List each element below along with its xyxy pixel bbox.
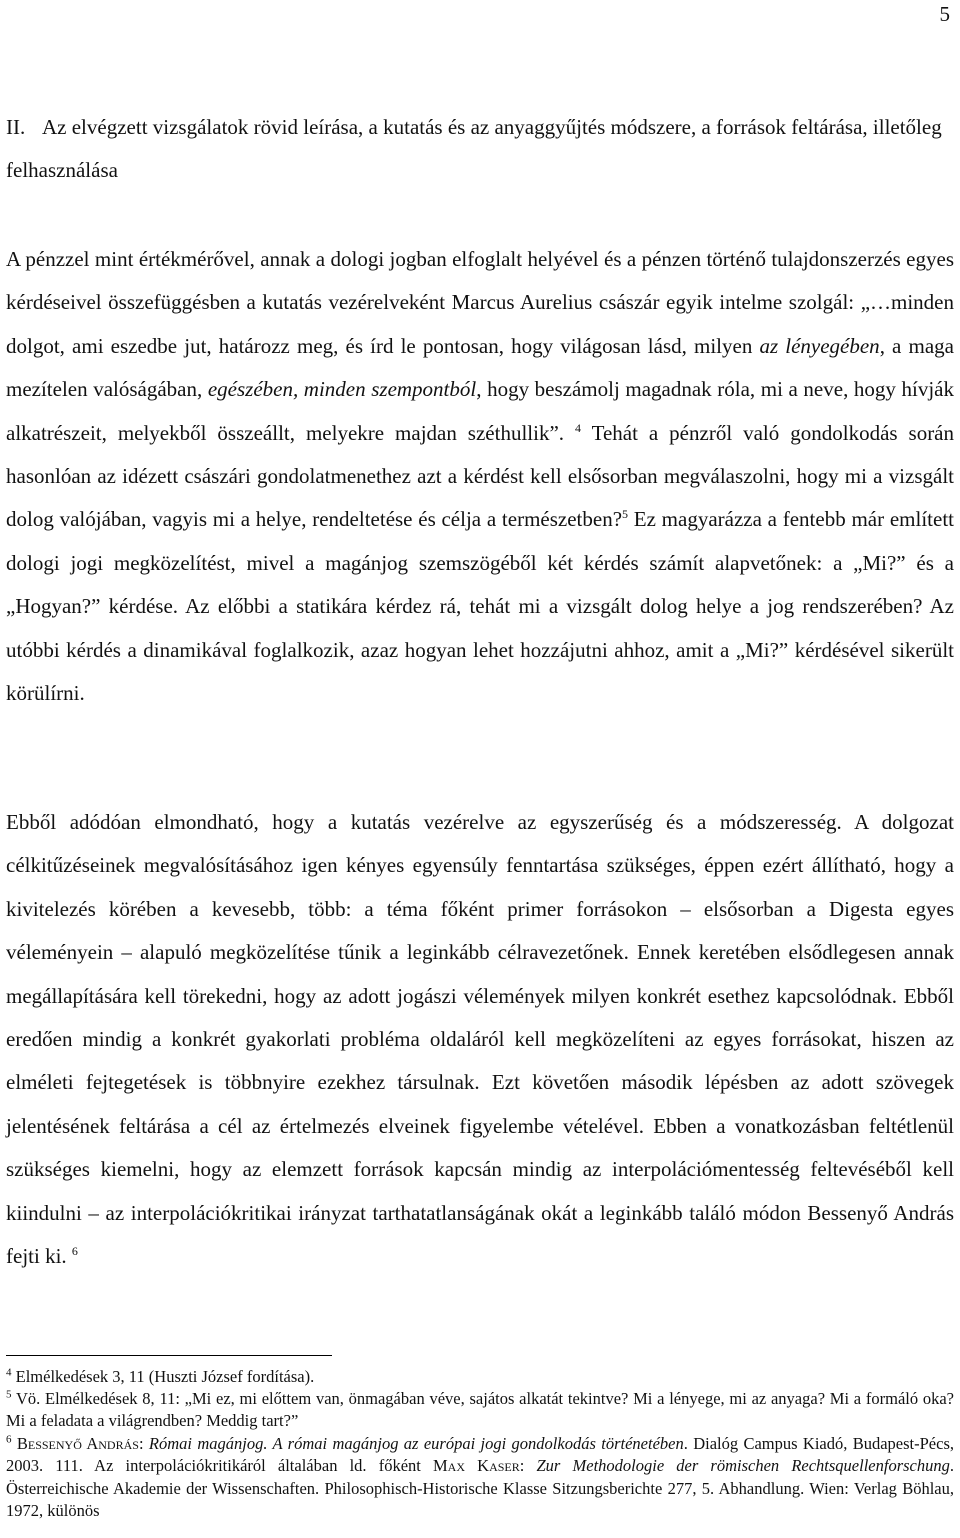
footnote-author: Max Kaser (433, 1456, 520, 1476)
footnote-ref-6: 6 (71, 1244, 78, 1259)
footnote-book-title: Római magánjog. A római magánjog az európai jogi gondolkodás történetében (148, 1434, 684, 1453)
section-title: Az elvégzett vizsgálatok rövid leírása, a kutatás és az anyaggyűjtés módszere, a források feltárása, illetőleg felhasználása (6, 115, 942, 182)
paragraph-1 (6, 238, 954, 715)
footnote-4 (6, 1366, 954, 1388)
italic-run: egészében, minden szempontból (207, 377, 477, 402)
footnote-5 (6, 1388, 954, 1433)
footnote-separator (6, 1355, 332, 1356)
section-number: II. (6, 115, 26, 139)
page-number: 5 (939, 2, 950, 26)
section-heading (6, 106, 954, 192)
footnote-text: : (519, 1456, 537, 1476)
text-run: Tehát a pénzről való gondolkodás során hasonlóan az idézett császári gondolatmenethez azt a kérdést kell elsősorban megválaszolni, hogy mi a vizsgált dolog valójában, vagyis mi a helye, rendeltetése és célja a természetben? (6, 420, 955, 532)
paragraph-2 (6, 801, 954, 1278)
footnote-book-title: Zur Methodologie der römischen Rechtsquellenforschung (536, 1456, 950, 1476)
text-run: Ez magyarázza a fentebb már említett dologi jogi megközelítést, mivel a magánjog szemszögéből két kérdés számít alapvetőnek: a „Mi?” és a „Hogyan?” kérdése. Az előbbi a statikára kérdez rá, tehát mi a vizsgált dolog helye a jog rendszerében? Az utóbbi kérdés a dinamikával foglalkozik, azaz hogyan lehet hozzájutni ahhoz, amit a „Mi?” kérdésével sikerült körülírni. (6, 507, 954, 706)
footnote-text: : (138, 1434, 149, 1453)
footnote-number: 6 (6, 1433, 12, 1446)
footnote-ref-4: 4 (575, 420, 582, 435)
text-run: A pénzzel mint értékmérővel, annak a dologi jogban elfoglalt helyével és a pénzen történő tulajdonszerzés egyes kérdéseivel összefüggésben a kutatás vezérelveként Marcus Aurelius császár egyik intelme szolgál: „…minden dolgot, ami eszedbe jut, határozz meg, és írd le pontosan, hogy világosan lásd, milyen (6, 247, 954, 358)
text-run: Ebből adódóan elmondható, hogy a kutatás vezérelve az egyszerűség és a módszeresség. A dolgozat célkitűzéseinek megvalósításához igen kényes egyensúly fenntartása szükséges, éppen ezért állítható, hogy a kivitelezés körében a kevesebb, több: a téma főként primer forrásokon – elsősorban a Digesta egyes véleményein – alapuló megközelítése tűnik a leginkább célravezetőnek. Ennek keretében elsődlegesen annak megállapítására kell törekedni, hogy az adott jogászi vélemények milyen konkrét esethez kapcsolódnak. Ebből eredően mindig a konkrét gyakorlati probléma oldaláról kell megközelíteni az egyes forrásokat, hiszen az elméleti fejtegetések is többnyire ezekhez társulnak. Ezt követően második lépésben az adott szövegek jelentésének feltárása a cél az értelmezés elveinek figyelembe vételével. Ebben a vonatkozásban feltétlenül szükséges kiemelni, hogy az elemzett források kapcsán mindig az interpolációmentesség feltevéséből kell kiindulni – az interpolációkritikai irányzat tarthatatlanságának okát a leginkább találó módon Bessenyő András fejti ki. (6, 810, 954, 1269)
footnote-number: 4 (6, 1366, 12, 1379)
text-run: , a maga mezítelen valóságában, (6, 333, 954, 402)
footnote-text: . Österreichische Akademie der Wissenschaften. Philosophisch-Historische Klasse Sitzungsberichte 277, 5. Abhandlung. Wien: Verlag Böhlau, 1972, különös (6, 1456, 954, 1521)
text-run: , hogy beszámolj magadnak róla, mi a neve, hogy hívják alkatrészeit, melyekből összeállt, melyekre majdan széthullik”. (6, 377, 954, 445)
footnote-author: Bessenyő András (16, 1434, 139, 1453)
footnote-text: . Dialóg Campus Kiadó, Budapest-Pécs, 2003. 111. Az interpolációkritikáról általában ld. főként (6, 1434, 955, 1476)
footnote-text: Elmélkedések 3, 11 (Huszti József fordítása). (11, 1367, 315, 1386)
footnote-ref-5: 5 (622, 507, 629, 522)
footnote-6 (6, 1433, 954, 1523)
footnote-text: Vö. Elmélkedések 8, 11: „Mi ez, mi előttem van, önmagában véve, sajátos alkatát tekintve? Mi a lényege, mi az anyaga? Mi a formáló oka? Mi a feladata a világrendben? Meddig tart?” (6, 1389, 954, 1431)
italic-run: az lényegében (759, 333, 880, 358)
footnote-number: 5 (6, 1388, 12, 1401)
